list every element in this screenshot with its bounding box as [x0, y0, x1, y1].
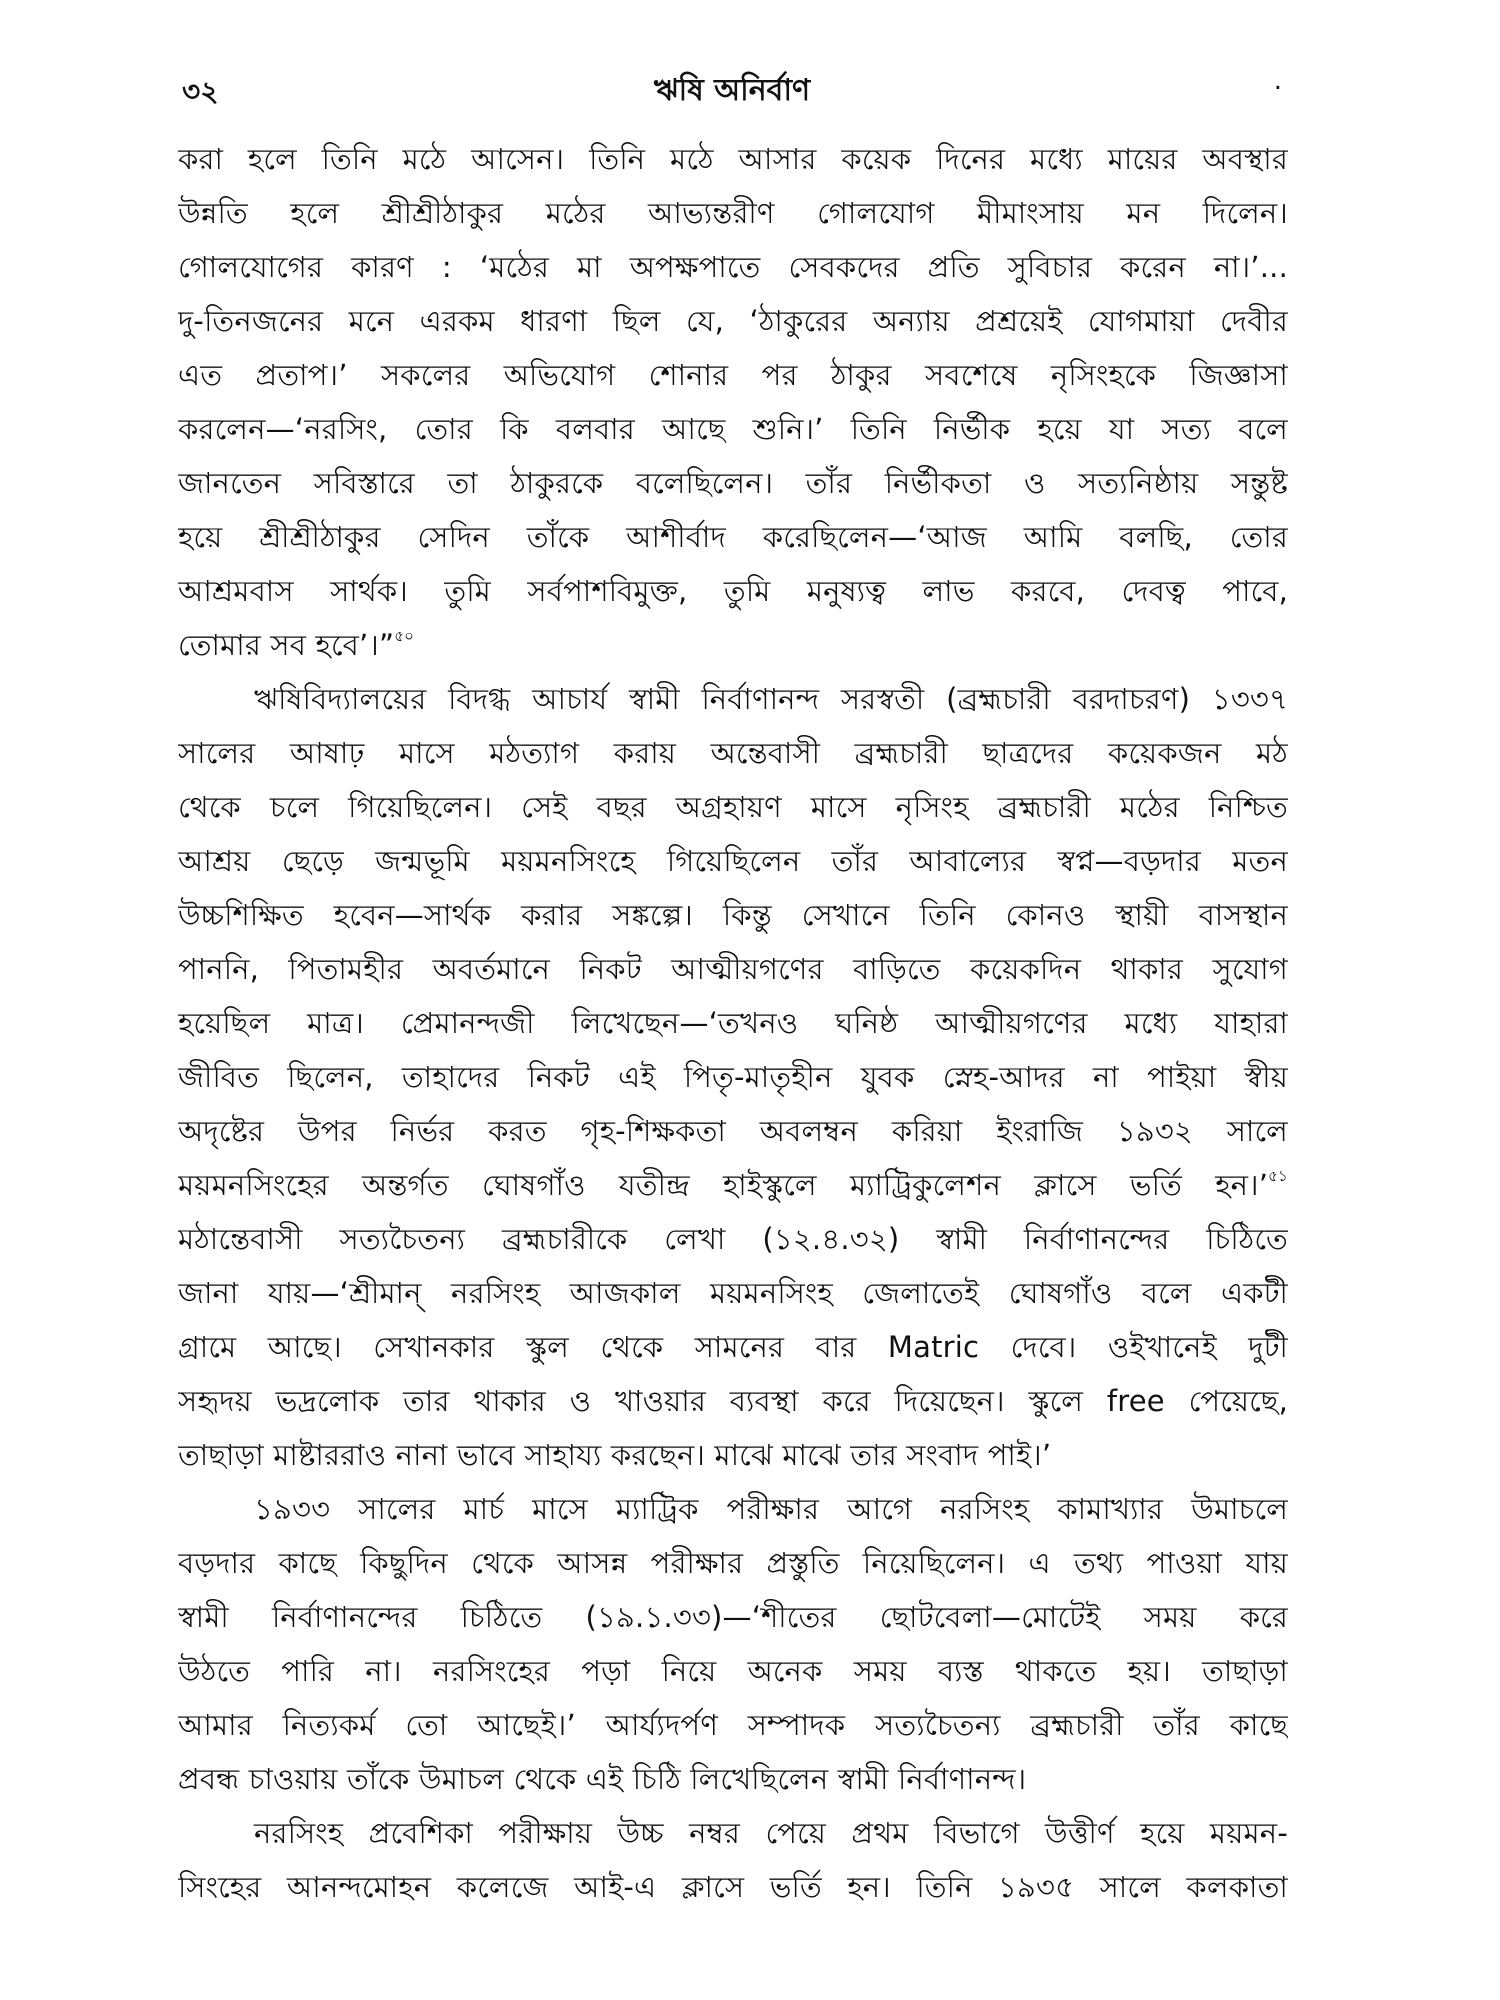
text-line: উচ্চশিক্ষিত হবেন—সার্থক করার সঙ্কল্পে। কিন্তু সেখানে তিনি কোনও স্থায়ী বাসস্থান: [178, 898, 1288, 932]
text-line: জানা যায়—‘শ্রীমান্ নরসিংহ আজকাল ময়মনসিংহ জেলাতেই ঘোষগাঁও বলে একটী: [178, 1276, 1288, 1310]
text-line: উন্নতি হলে শ্রীশ্রীঠাকুর মঠের আভ্যন্তরীণ গোলযোগ মীমাংসায় মন দিলেন।: [178, 196, 1288, 230]
header-dot: .: [1273, 66, 1282, 96]
text-line: হয়ে শ্রীশ্রীঠাকুর সেদিন তাঁকে আশীর্বাদ করেছিলেন—‘আজ আমি বলছি, তোর: [178, 520, 1288, 554]
text-line: হয়েছিল মাত্র। প্রেমানন্দজী লিখেছেন—‘তখনও ঘনিষ্ঠ আত্মীয়গণের মধ্যে যাহারা: [178, 1006, 1288, 1040]
text-line: আশ্রয় ছেড়ে জন্মভূমি ময়মনসিংহে গিয়েছিলেন তাঁর আবাল্যের স্বপ্ন—বড়দার মতন: [178, 844, 1288, 878]
text-segment: তোমার সব হবে’।”: [178, 628, 395, 662]
text-line: করলেন—‘নরসিং, তোর কি বলবার আছে শুনি।’ তিনি নির্ভীক হয়ে যা সত্য বলে: [178, 412, 1288, 446]
text-line: সিংহের আনন্দমোহন কলেজে আই-এ ক্লাসে ভর্তি হন। তিনি ১৯৩৫ সালে কলকাতা: [178, 1870, 1288, 1904]
text-line: গোলযোগের কারণ : ‘মঠের মা অপক্ষপাতে সেবকদের প্রতি সুবিচার করেন না।’...: [178, 250, 1288, 284]
text-line: দু-তিনজনের মনে এরকম ধারণা ছিল যে, ‘ঠাকুরের অন্যায় প্রশ্রয়েই যোগমায়া দেবীর: [178, 304, 1288, 338]
page-header: [182, 52, 1282, 112]
footnote-marker: ৫১: [1268, 1167, 1288, 1185]
text-line: উঠতে পারি না। নরসিংহের পড়া নিয়ে অনেক সময় ব্যস্ত থাকতে হয়। তাছাড়া: [178, 1654, 1288, 1688]
text-segment: ময়মনসিংহের অন্তর্গত ঘোষগাঁও যতীন্দ্র হাইস্কুলে ম্যাট্রিকুলেশন ক্লাসে ভর্তি হন।’: [178, 1168, 1269, 1202]
body-text: [178, 132, 1288, 1914]
text-line: এত প্রতাপ।’ সকলের অভিযোগ শোনার পর ঠাকুর সবশেষে নৃসিংহকে জিজ্ঞাসা: [178, 358, 1288, 392]
text-line: গ্রামে আছে। সেখানকার স্কুল থেকে সামনের বার Matric দেবে। ওইখানেই দুটী: [178, 1330, 1288, 1364]
footnote-marker: ৫০: [394, 627, 415, 645]
paragraph-first-line: নরসিংহ প্রবেশিকা পরীক্ষায় উচ্চ নম্বর পেয়ে প্রথম বিভাগে উত্তীর্ণ হয়ে ময়মন-: [254, 1816, 1288, 1850]
text-line: মঠান্তেবাসী সত্যচৈতন্য ব্রহ্মচারীকে লেখা (১২.৪.৩২) স্বামী নির্বাণানন্দের চিঠিতে: [178, 1222, 1288, 1256]
text-line: আমার নিত্যকর্ম তো আছেই।’ আর্য্যদর্পণ সম্পাদক সত্যচৈতন্য ব্রহ্মচারী তাঁর কাছে: [178, 1708, 1288, 1742]
page-number: ৩২: [182, 75, 219, 108]
text-line: সালের আষাঢ় মাসে মঠত্যাগ করায় অন্তেবাসী ব্রহ্মচারী ছাত্রদের কয়েকজন মঠ: [178, 736, 1288, 770]
text-line: বড়দার কাছে কিছুদিন থেকে আসন্ন পরীক্ষার প্রস্তুতি নিয়েছিলেন। এ তথ্য পাওয়া যায়: [178, 1546, 1288, 1580]
text-line: পাননি, পিতামহীর অবর্তমানে নিকট আত্মীয়গণের বাড়িতে কয়েকদিন থাকার সুযোগ: [178, 952, 1288, 986]
paragraph-first-line: ১৯৩৩ সালের মার্চ মাসে ম্যাট্রিক পরীক্ষার আগে নরসিংহ কামাখ্যার উমাচলে: [254, 1492, 1288, 1526]
paragraph-first-line: ঋষিবিদ্যালয়ের বিদগ্ধ আচার্য স্বামী নির্বাণানন্দ সরস্বতী (ব্রহ্মচারী বরদাচরণ) ১৩৩৭: [254, 682, 1288, 716]
text-line: আশ্রমবাস সার্থক। তুমি সর্বপাশবিমুক্ত, তুমি মনুষ্যত্ব লাভ করবে, দেবত্ব পাবে,: [178, 574, 1288, 608]
text-line: প্রবন্ধ চাওয়ায় তাঁকে উমাচল থেকে এই চিঠি লিখেছিলেন স্বামী নির্বাণানন্দ।: [178, 1762, 1027, 1796]
text-line: জীবিত ছিলেন, তাহাদের নিকট এই পিতৃ-মাতৃহীন যুবক স্নেহ-আদর না পাইয়া স্বীয়: [178, 1060, 1288, 1094]
text-line: স্বামী নির্বাণানন্দের চিঠিতে (১৯.১.৩৩)—‘শীতের ছোটবেলা—মোটেই সময় করে: [178, 1600, 1288, 1634]
running-title: ঋষি অনির্বাণ: [653, 73, 811, 108]
text-line-with-footnote: [178, 618, 1288, 672]
text-line-with-footnote: [178, 1158, 1288, 1212]
text-line: থেকে চলে গিয়েছিলেন। সেই বছর অগ্রহায়ণ মাসে নৃসিংহ ব্রহ্মচারী মঠের নিশ্চিত: [178, 790, 1288, 824]
text-line: জানতেন সবিস্তারে তা ঠাকুরকে বলেছিলেন। তাঁর নির্ভীকতা ও সত্যনিষ্ঠায় সন্তুষ্ট: [178, 466, 1288, 500]
text-line: করা হলে তিনি মঠে আসেন। তিনি মঠে আসার কয়েক দিনের মধ্যে মায়ের অবস্থার: [178, 142, 1288, 176]
text-line: তাছাড়া মাষ্টাররাও নানা ভাবে সাহায্য করছেন। মাঝে মাঝে তার সংবাদ পাই।’: [178, 1438, 1052, 1472]
text-line: সহৃদয় ভদ্রলোক তার থাকার ও খাওয়ার ব্যবস্থা করে দিয়েছেন। স্কুলে free পেয়েছে,: [178, 1384, 1288, 1418]
text-line: অদৃষ্টের উপর নির্ভর করত গৃহ-শিক্ষকতা অবলম্বন করিয়া ইংরাজি ১৯৩২ সালে: [178, 1114, 1288, 1148]
